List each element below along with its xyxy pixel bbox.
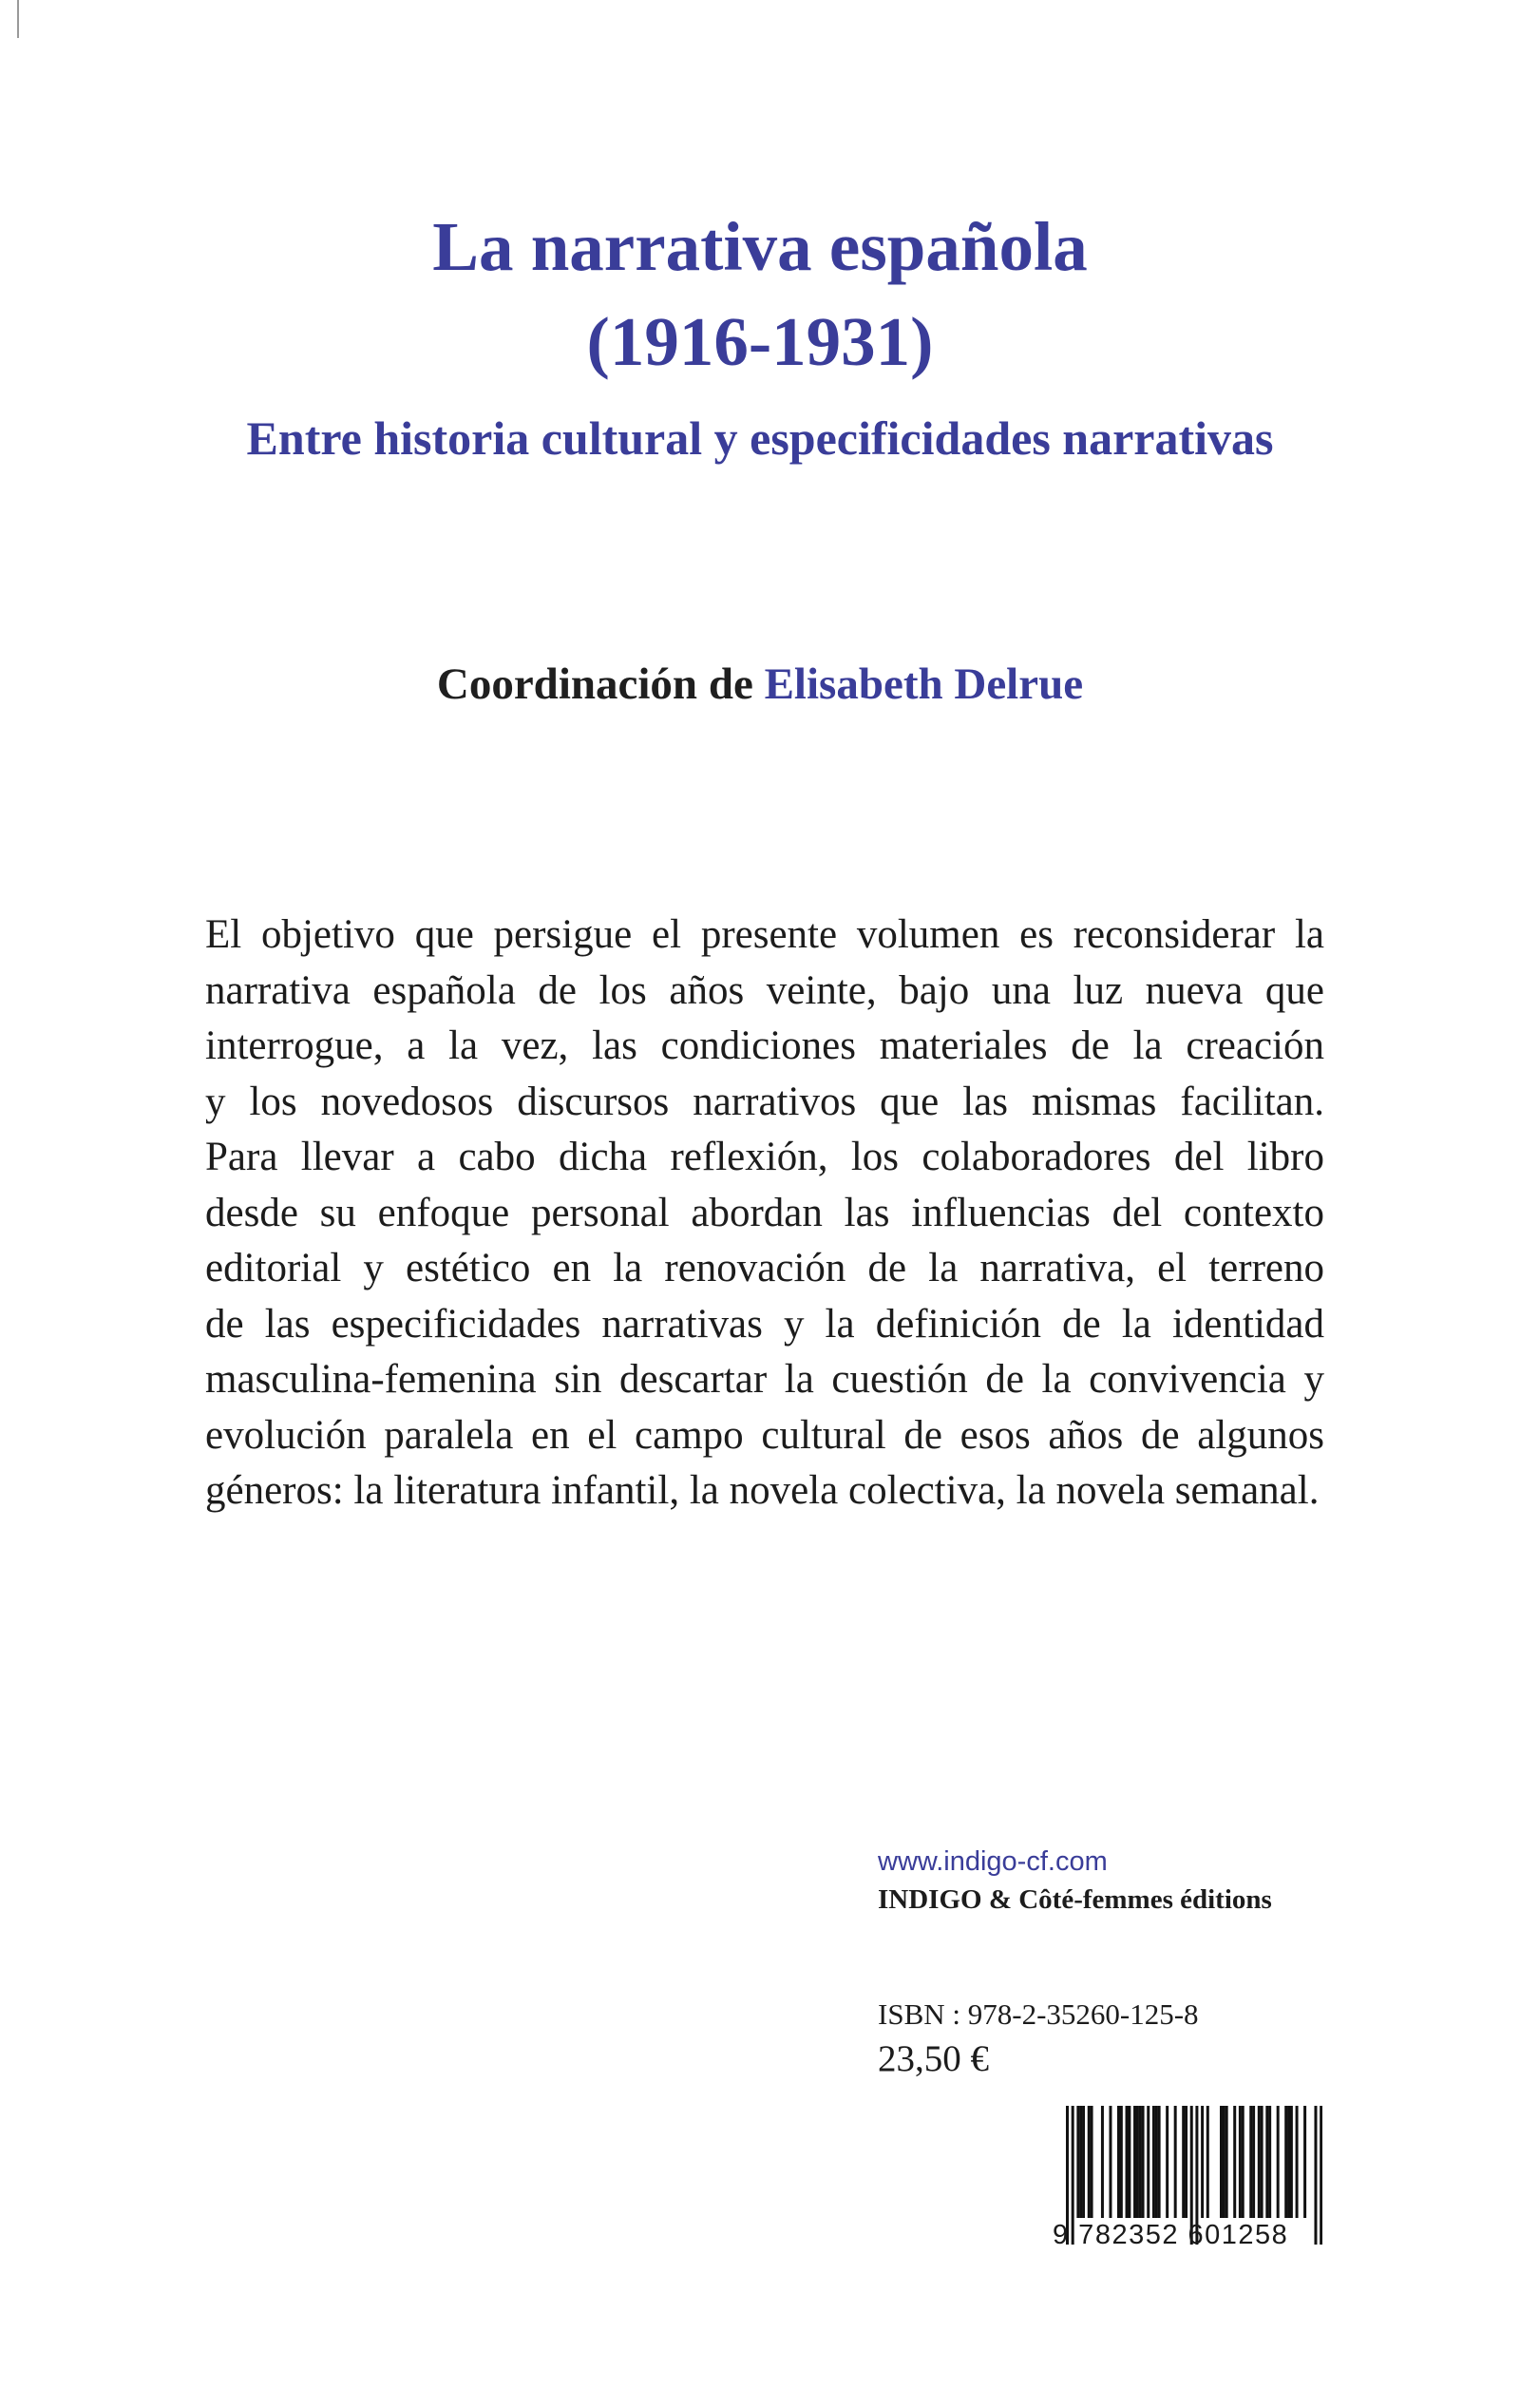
summary-line: evolución paralela en el campo cultural de esos años de algunos [205,1412,1324,1458]
summary-line: y los novedosos discursos narrativos que las mismas facilitan. [205,1079,1324,1124]
barcode-bar [1223,2106,1226,2218]
barcode-bar [1252,2106,1255,2218]
summary-line: desde su enfoque personal abordan las influencias del contexto [205,1190,1324,1235]
barcode-bar [1206,2106,1209,2218]
barcode-bar [1220,2106,1223,2218]
barcode-bar [1174,2106,1177,2218]
barcode-bar [1082,2106,1085,2218]
barcode-bar [1166,2106,1168,2218]
barcode-bar [1101,2106,1104,2218]
summary-line: El objetivo que persigue el presente volumen es reconsiderar la [205,912,1324,957]
barcode-bar [1261,2106,1264,2218]
barcode-bar [1126,2106,1129,2218]
barcode-bar [1296,2106,1299,2218]
barcode-bar [1155,2106,1158,2218]
barcode-bar [1242,2106,1244,2218]
summary-line: Para llevar a cabo dicha reflexión, los colaboradores del libro [205,1135,1324,1179]
book-title [0,200,1520,390]
summary-line: de las especificidades narrativas y la definición de la identidad [205,1301,1324,1347]
barcode-digits: 9 782352 601258 [1053,2220,1289,2250]
barcode-bar [1128,2106,1130,2218]
publisher-website: www.indigo-cf.com [878,1846,1108,1877]
book-subtitle: Entre historia cultural y especificidades narrativas [246,411,1274,465]
barcode-bar [1133,2106,1136,2218]
barcode-bar [1249,2106,1252,2218]
barcode-bar [1290,2106,1293,2218]
barcode-bar [1277,2106,1280,2218]
price: 23,50 € [878,2038,989,2079]
coordinator-name: Elisabeth Delrue [764,659,1084,709]
barcode-bar [1185,2106,1188,2218]
publisher-name: INDIGO & Côté-femmes éditions [878,1884,1272,1915]
coordination-credit [0,656,1520,713]
barcode-bar [1079,2106,1082,2218]
barcode-bar [1142,2106,1145,2218]
barcode-bar [1226,2106,1228,2218]
publisher-imprint [878,1844,1372,1920]
barcode-bar [1147,2106,1150,2218]
book-title-line-1: La narrativa española [432,208,1088,285]
barcode-bar [1136,2106,1139,2218]
summary-paragraph [205,908,1324,1519]
barcode-bar [1091,2106,1093,2218]
barcode-bar [1152,2106,1155,2218]
barcode-bar [1287,2106,1290,2218]
barcode-bar [1265,2106,1268,2218]
barcode-bar [1239,2106,1242,2218]
barcode-bar [1201,2106,1204,2218]
coordination-label: Coordinación de [436,659,753,709]
barcode-bar [1268,2106,1271,2218]
summary-line: géneros: la literatura infantil, la novela colectiva, la novela semanal. [205,1468,1320,1513]
book-title-line-2: (1916-1931) [586,303,934,380]
barcode-bar [1303,2106,1306,2218]
barcode-bar [1258,2106,1261,2218]
barcode-bar [1088,2106,1091,2218]
crop-mark [17,0,19,38]
barcode-bar [1233,2106,1236,2218]
summary-line: interrogue, a la vez, las condiciones materiales de la creación [205,1023,1324,1068]
barcode-bar [1182,2106,1185,2218]
summary-line: narrativa española de los años veinte, bajo una luz nueva que [205,967,1324,1013]
barcode-bar [1158,2106,1161,2218]
barcode-bar [1139,2106,1142,2218]
barcode-bar [1076,2106,1079,2218]
barcode-bar [1284,2106,1287,2218]
summary-line: masculina-femenina sin descartar la cuestión de la convivencia y [205,1357,1324,1402]
isbn-number: ISBN : 978-2-35260-125-8 [878,1997,1199,2031]
barcode-bar [1117,2106,1120,2218]
barcode-bar [1120,2106,1123,2218]
summary-line: editorial y estético en la renovación de la narrativa, el terreno [205,1246,1324,1290]
barcode-bar [1109,2106,1112,2218]
